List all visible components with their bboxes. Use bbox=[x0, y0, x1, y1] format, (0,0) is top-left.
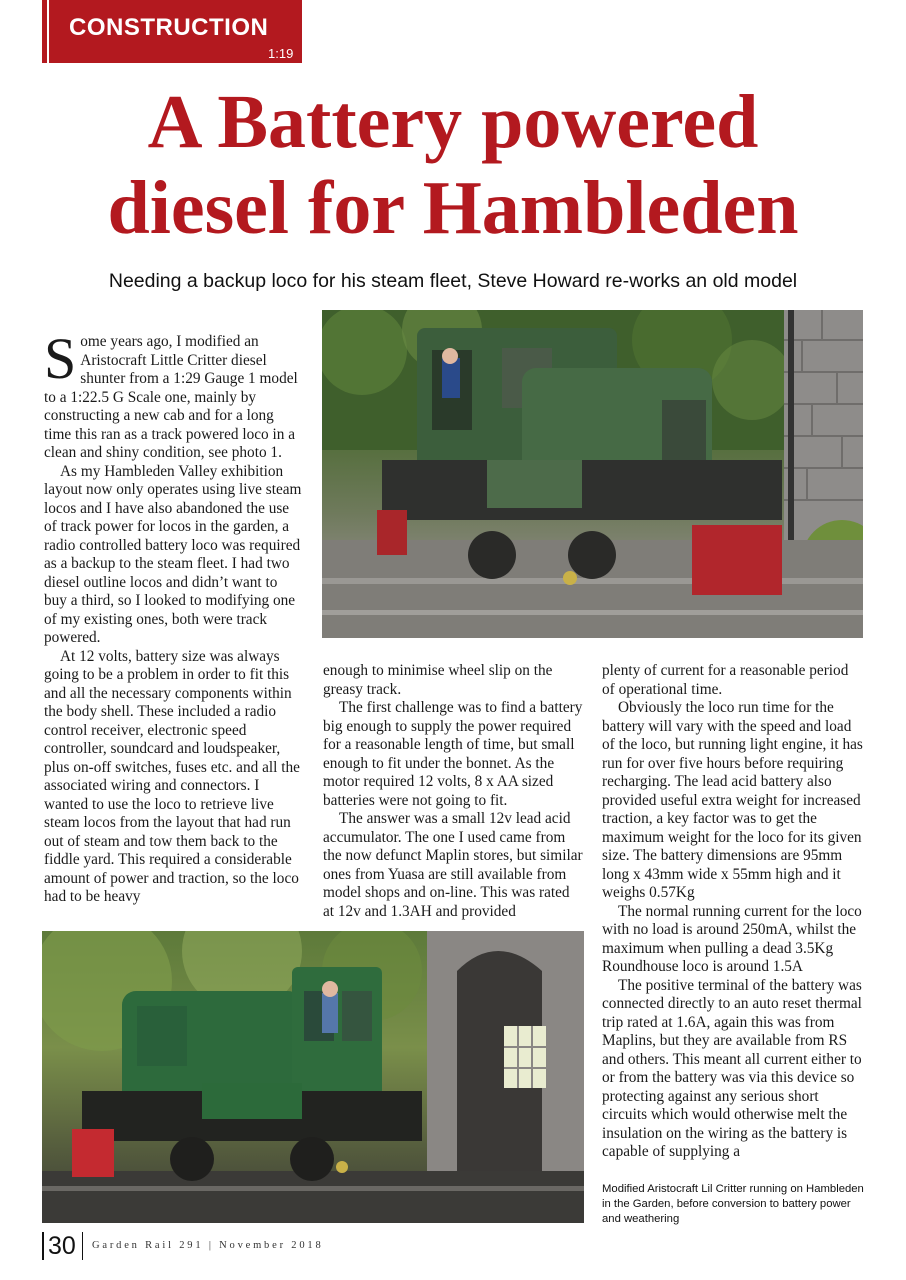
paragraph-1 bbox=[44, 326, 304, 463]
paragraph-10: The positive terminal of the battery was connected directly to an auto reset thermal trip rated at 1.6A, again this was from Maplins, but they are available from RS and others. This meant all current either to or from the battery was via this device so protecting against any serious short circuits which would otherwise melt the insulation on the wiring as the battery is capable of supplying a bbox=[602, 976, 862, 1160]
photo-weathered-loco-illustration bbox=[322, 310, 863, 638]
scale-label: 1:19 bbox=[268, 46, 294, 61]
photo-caption: Modified Aristocraft Lil Critter running on Hambleden in the Garden, before conversion to battery power and weathering bbox=[602, 1183, 864, 1225]
paragraph-1-text: ome years ago, I modified an Aristocraft Little Critter diesel shunter from a 1:29 Gauge 1 model to a 1:22.5 G Scale one, mainly by constructing a new cab and for a long time this ran as a track powered loco in a clean and shiny condition, see photo 1. bbox=[44, 333, 298, 461]
body-column-3 bbox=[602, 662, 864, 1162]
paragraph-4: enough to minimise wheel slip on the greasy track. bbox=[323, 662, 553, 698]
page-number: 30 bbox=[48, 1232, 76, 1260]
paragraph-6: The answer was a small 12v lead acid accumulator. The one I used came from the now defunct Maplin stores, but similar ones from Yuasa are still available from model shops and on-line. This was rated at 12v and 1.3AH and provided bbox=[323, 810, 583, 920]
section-bar bbox=[42, 0, 47, 63]
drop-cap: S bbox=[44, 326, 77, 391]
paragraph-3: At 12 volts, battery size was always going to be a problem in order to fit this and all the necessary components within the body shell. These included a radio control receiver, electronic speed controller, soundcard and loudspeaker, plus on-off switches, fuses etc. and all the associated wiring and connectors. I wanted to use the loco to retrieve live steam locos from the layout that had run out of steam and tow them back to the fiddle yard. This required a considerable amount of power and traction, so the loco had to be heavy bbox=[44, 647, 300, 905]
photo-weathered-loco bbox=[322, 310, 863, 638]
paragraph-7: plenty of current for a reasonable period of operational time. bbox=[602, 662, 849, 698]
paragraph-5: The first challenge was to find a battery big enough to supply the power required for a reasonable length of time, but small enough to fit under the bonnet. As the motor required 12 volts, 8 x AA sized batteries were not going to fit. bbox=[323, 699, 583, 809]
body-column-1 bbox=[44, 326, 304, 907]
standfirst: Needing a backup loco for his steam fleet, Steve Howard re-works an old model bbox=[108, 270, 798, 292]
section-label: CONSTRUCTION bbox=[69, 14, 269, 41]
footer-separator bbox=[82, 1232, 83, 1260]
footer-bar bbox=[42, 1232, 44, 1260]
headline-line-2: diesel for Hambleden bbox=[107, 166, 799, 250]
paragraph-2: As my Hambleden Valley exhibition layout now only operates using live steam locos and I have also abandoned the use of track power for locos in the garden, a radio controlled battery loco was required as a backup to the steam fleet. I had two diesel outline locos and didn’t want to buy a third, so I looked to modifying one of my existing ones, both were track powered. bbox=[44, 462, 302, 646]
paragraph-9: The normal running current for the loco with no load is around 250mA, whilst the maximum when pulling a dead 3.5Kg Roundhouse loco is around 1.5A bbox=[602, 902, 862, 975]
photo-clean-loco bbox=[42, 931, 584, 1223]
headline-line-1: A Battery powered bbox=[147, 80, 759, 164]
footer-issue: Garden Rail 291 | November 2018 bbox=[92, 1240, 324, 1251]
paragraph-8: Obviously the loco run time for the battery will vary with the speed and load of the loco, but running light engine, it has run for over five hours before requiring recharging. The lead acid battery also provided useful extra weight for increased traction, a key factor was to get the maximum weight for the loco for its given size. The battery dimensions are 95mm long x 43mm wide x 55mm high and it weighs 0.57Kg bbox=[602, 699, 863, 901]
photo-clean-loco-illustration bbox=[42, 931, 584, 1223]
body-column-2 bbox=[323, 662, 583, 921]
